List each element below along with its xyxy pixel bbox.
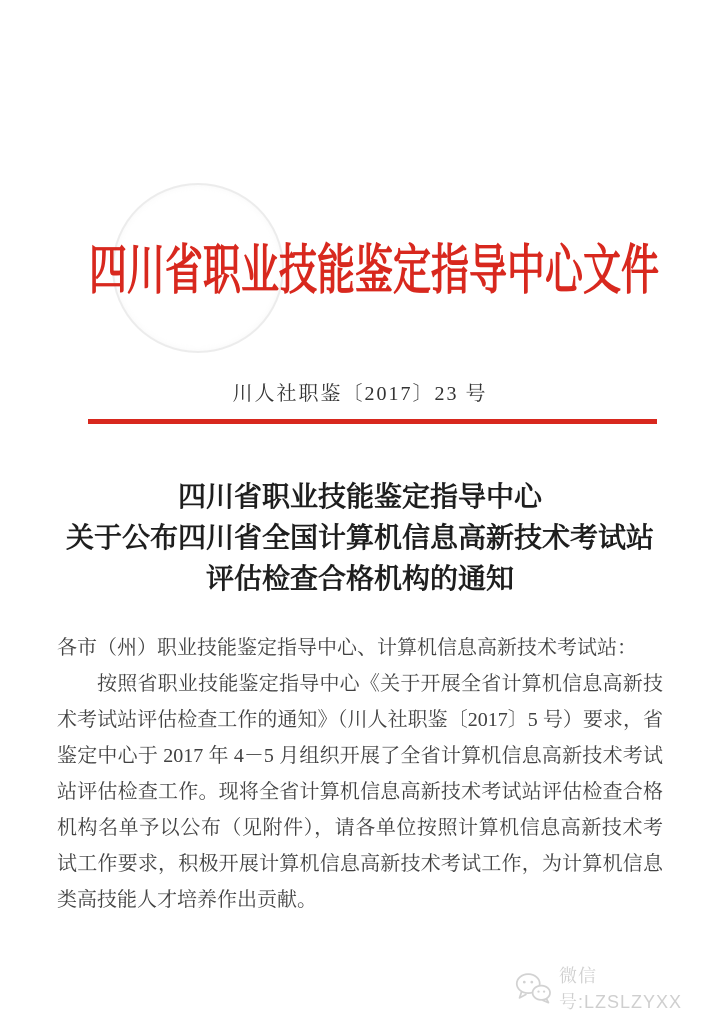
salutation-line: 各市（州）职业技能鉴定指导中心、计算机信息高新技术考试站： xyxy=(57,637,637,659)
notice-title-line-2: 关于公布四川省全国计算机信息高新技术考试站 xyxy=(65,523,654,554)
document-number: 川人社职鉴〔2017〕23 号 xyxy=(232,383,488,405)
wechat-id-label: 微信号:LZSLZYXX xyxy=(559,966,683,1012)
wechat-icon xyxy=(514,972,552,1004)
notice-title-line-3: 评估检查合格机构的通知 xyxy=(205,564,514,595)
notice-title xyxy=(20,477,700,600)
red-letterhead-title: 四川省职业技能鉴定指导中心文件 xyxy=(88,241,659,302)
body-paragraph: 按照省职业技能鉴定指导中心《关于开展全省计算机信息高新技术考试站评估检查工作的通知》（川人社职鉴〔2017〕5 号）要求，省鉴定中心于 2017 年 4－5 月组织开展了全省计算机信息高新技术考试站评估检查工作。现将全省计算机信息高新技术考试站评估检查合格机构名单予以公布（见附件），请各单位按照计算机信息高新技术考试工作要求，积极开展计算机信息高新技术考试工作，为计算机信息类高技能人才培养作出贡献。 xyxy=(57,673,663,911)
notice-title-line-1: 四川省职业技能鉴定指导中心 xyxy=(177,482,542,513)
wechat-watermark xyxy=(514,962,720,1014)
notice-body xyxy=(57,630,663,918)
red-divider-line xyxy=(88,419,657,424)
